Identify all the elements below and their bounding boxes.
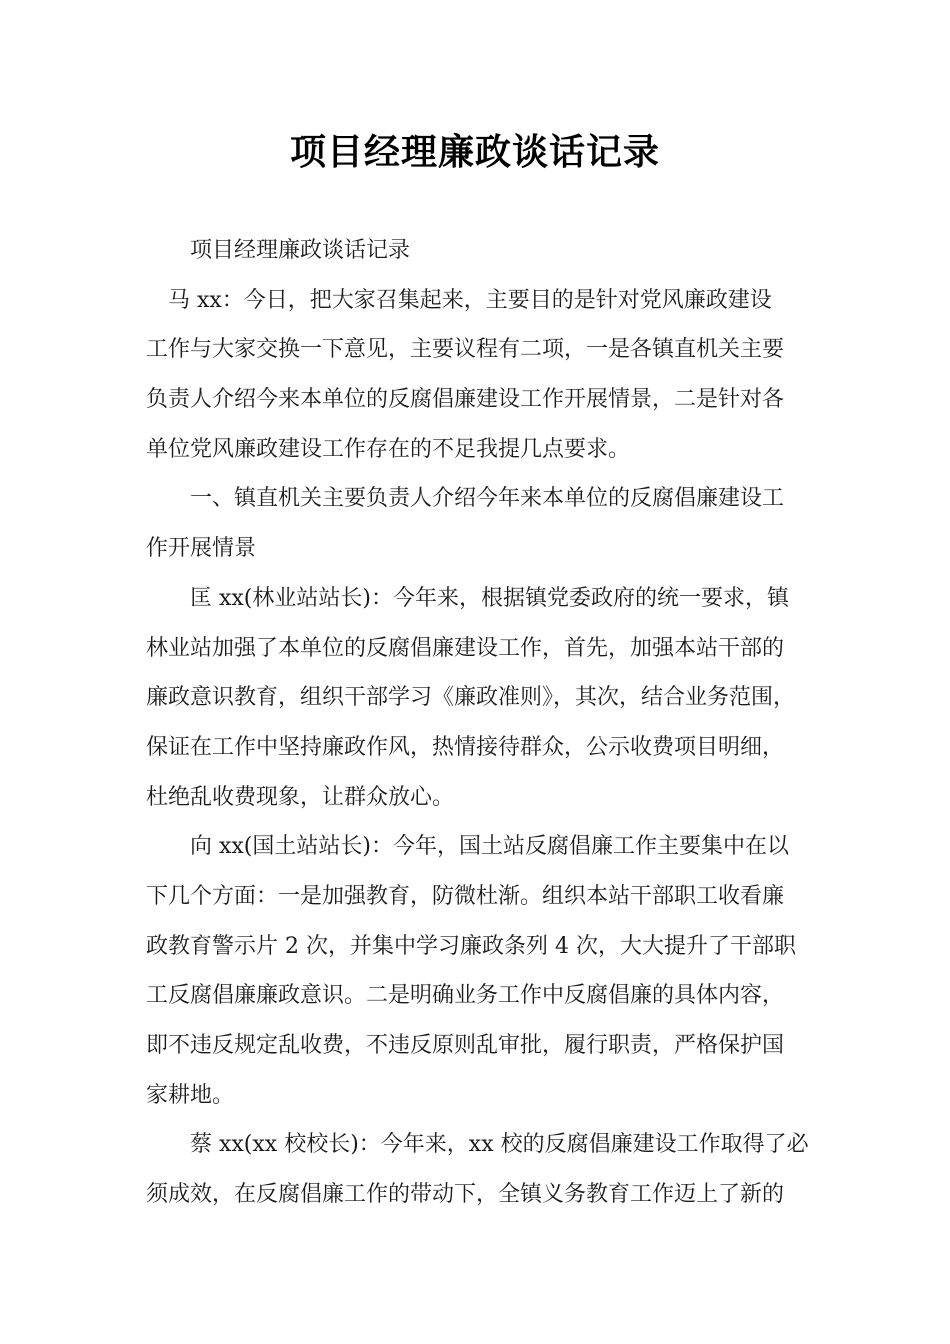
text-line: 政教育警示片 2 次，并集中学习廉政条列 4 次，大大提升了干部职 (146, 933, 796, 959)
text-line: 匡 xx(林业站站长)：今年来，根据镇党委政府的统一要求，镇 (146, 585, 789, 611)
text-line: 工反腐倡廉廉政意识。二是明确业务工作中反腐倡廉的具体内容， (146, 983, 785, 1009)
text-line: 家耕地。 (146, 1082, 235, 1108)
text-line: 林业站加强了本单位的反腐倡廉建设工作，首先，加强本站干部的 (146, 635, 785, 661)
text-line: 廉政意识教育，组织干部学习《廉政准则》，其次，结合业务范围， (146, 685, 796, 711)
text-line: 一、镇直机关主要负责人介绍今年来本单位的反腐倡廉建设工 (146, 486, 785, 512)
text-line: 蔡 xx(xx 校校长)：今年来，xx 校的反腐倡廉建设工作取得了必 (146, 1132, 809, 1158)
text-line: 即不违反规定乱收费，不违反原则乱审批，履行职责，严格保护国 (146, 1033, 785, 1058)
text-line: 工作与大家交换一下意见，主要议程有二项，一是各镇直机关主要 (146, 337, 785, 363)
document-body (146, 226, 818, 1220)
text-line: 马 xx：今日，把大家召集起来，主要目的是针对党风廉政建设 (146, 287, 772, 313)
text-line: 项目经理廉政谈话记录 (146, 238, 411, 263)
text-line: 作开展情景 (146, 536, 257, 562)
text-line: 单位党风廉政建设工作存在的不足我提几点要求。 (146, 436, 631, 462)
text-line: 保证在工作中坚持廉政作风，热情接待群众，公示收费项目明细， (146, 734, 785, 760)
text-line: 负责人介绍今来本单位的反腐倡廉建设工作开展情景，二是针对各 (146, 387, 785, 413)
text-line: 须成效，在反腐倡廉工作的带动下，全镇义务教育工作迈上了新的 (146, 1182, 785, 1208)
text-line: 下几个方面：一是加强教育，防微杜渐。组织本站干部职工收看廉 (146, 883, 785, 909)
text-line: 向 xx(国土站站长)：今年，国土站反腐倡廉工作主要集中在以 (146, 834, 789, 860)
document-title: 项目经理廉政谈话记录 (289, 132, 660, 173)
text-line: 杜绝乱收费现象，让群众放心。 (146, 784, 455, 810)
